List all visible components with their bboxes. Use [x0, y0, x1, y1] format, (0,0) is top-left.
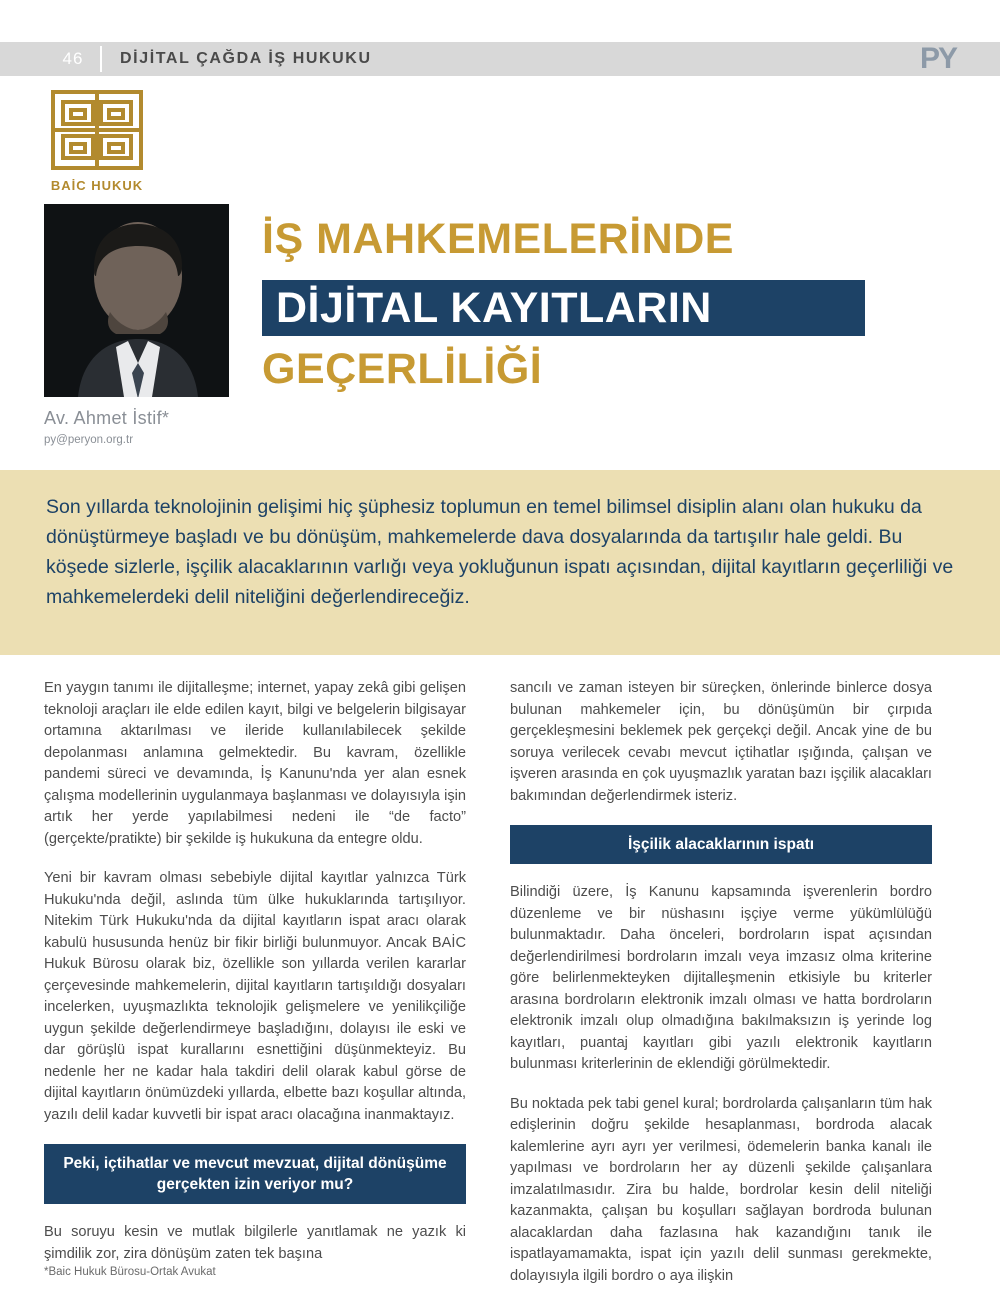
paragraph: Yeni bir kavram olması sebebiyle dijital kayıtlar yalnızca Türk Hukuku'nda değil, aslında tüm ülke hukuklarında tartışılıyor. Nitekim Türk Hukuku'nda da dijital kayıtların ispat aracı olarak kabulü hususunda henüz bir fikir birliği bulunmuyor. Ancak BAİC Hukuk Bürosu olarak biz, özellikle son yıllarda verilen kararlar çerçevesinde mahkemelerin, dijital kayıtların tartışıldığı dosyaları incelerken, uyuşmazlıkta teknolojik gelişmelere ve yenilikçiliğe uygun şekilde değerlendirmeye başladığını, dolayısı ile eski ve dar görüşlü ispat kurallarını esnettiğini düşünmekteyiz. Bu nedenle her ne kadar hala takdiri delil olarak kabul görse de dijital kayıtların önümüzdeki yıllarda, elbette bazı koşullar altında, yazılı delil kadar kuvvetli bir ispat aracı olacağına inanmaktayız.: [44, 870, 466, 1123]
kufic-square-logo-icon: [49, 88, 145, 172]
section-subheading: İşçilik alacaklarının ispatı: [510, 825, 932, 864]
footnote: *Baic Hukuk Bürosu-Ortak Avukat: [44, 1266, 216, 1278]
header-title: DİJİTAL ÇAĞDA İŞ HUKUKU: [120, 50, 372, 67]
section-subheading: Peki, içtihatlar ve mevcut mevzuat, dijital dönüşüme gerçekten izin veriyor mu?: [44, 1144, 466, 1204]
author-email[interactable]: py@peryon.org.tr: [44, 434, 134, 446]
brand-name: BAİC HUKUK: [50, 178, 144, 193]
paragraph: En yaygın tanımı ile dijitalleşme; internet, yapay zekâ gibi gelişen teknoloji araçları ile elde edilen kayıt, bilgi ve belgelerin bilgisayar ortamına aktarılması ve ileride kullanılabilecek şekilde depolanması anlamına gelmektedir. Bu kavram, özellikle pandemi süreci ve devamında, İş Kanunu'nda yer alan esnek çalışma modellerinin uygulanmaya başlanması ve dolayısıyla işin artık her yerde yapılabilmesi nedeni ile “de facto” (gerçekte/pratikte) bir şekilde iş hukukuna da entegre oldu.: [44, 680, 466, 847]
body-column-right: [510, 678, 932, 1305]
paragraph: Bu soruyu kesin ve mutlak bilgilerle yanıtlamak ne yazık ki şimdilik zor, zira dönüşüm zaten tek başına: [44, 1224, 466, 1262]
lead-paragraph: Son yıllarda teknolojinin gelişimi hiç şüphesiz toplumun en temel bilimsel disiplin alanı olan hukuku da dönüştürmeye başladı ve bu dönüşüm, mahkemelerde dava dosyalarında da tartışılır hale geldi. Bu köşede sizlerle, işçilik alacaklarının varlığı veya yokluğunun ispatı açısından, dijital kayıtların geçerliliği ve mahkemelerdeki delil niteliğini değerlendireceğiz.: [46, 496, 954, 608]
page-title-line-2: DİJİTAL KAYITLARIN: [276, 284, 712, 332]
body-column-left: [44, 678, 466, 1283]
page-number: 46: [44, 42, 102, 76]
page-title-line-1: İŞ MAHKEMELERİNDE: [262, 215, 734, 263]
paragraph: Bilindiği üzere, İş Kanunu kapsamında işverenlerin bordro düzenleme ve bir nüshasını işçiye verme yükümlülüğü bulunmaktadır. Daha önceleri, bordroların ispat açısından değerlendirilmesi bordroların imzalı veya imzasız olma kriterine göre belirlenmekteyken dijitalleşmenin etkisiyle bu kriterler arasına bordroların elektronik imzalı olması ve hatta bordroların elektronik imzalı olup olmadığına bakılmaksızın iş yerinde log kayıtları, puantaj kayıtları gibi yazılı elektronik kayıtların bulunması kriterlerinin de eklendiği görülmektedir.: [510, 884, 932, 1072]
paragraph: sancılı ve zaman isteyen bir süreçken, önlerinde binlerce dosya bulunan mahkemeler için, bu dönüşümün bir çırpıda gerçekleşmesini beklemek pek gerçekçi değil. Ancak yine de bu soruya verilecek cevabı mevcut içtihatlar ışığında, çalışan ve işveren arasında en çok uyuşmazlık yaratan bazı işçilik alacakları bakımından değerlendirmek isteriz.: [510, 680, 932, 804]
baic-hukuk-logo: [44, 88, 150, 193]
author-name: Av. Ahmet İstif*: [44, 408, 170, 428]
paragraph: Bu noktada pek tabi genel kural; bordrolarda çalışanların tüm hak edişlerinin doğru şekilde hesaplanması, bordroda alacak kalemlerine ayrı ayrı yer verilmesi, ödemelerin banka kanalı ile yapılması ve bordroların her ay düzenli şekilde çalışanlara imzalatılmasıdır. Zira bu halde, bordrolar kesin delil niteliği kazanmakta, çalışan bu koşulları sağlayan bordroda bulunan alacaklardan daha fazlasına hak kazandığını tanık ile ispatlayamamakta, ispat için yazılı delil sunması gerekmekte, dolayısıyla ilgili bordro o aya ilişkin: [510, 1095, 932, 1284]
py-logo-mark: PY: [919, 42, 956, 75]
author-portrait: [44, 204, 229, 397]
page-title-line-3: GEÇERLİLİĞİ: [262, 345, 543, 393]
peryon-logo: [920, 42, 956, 76]
